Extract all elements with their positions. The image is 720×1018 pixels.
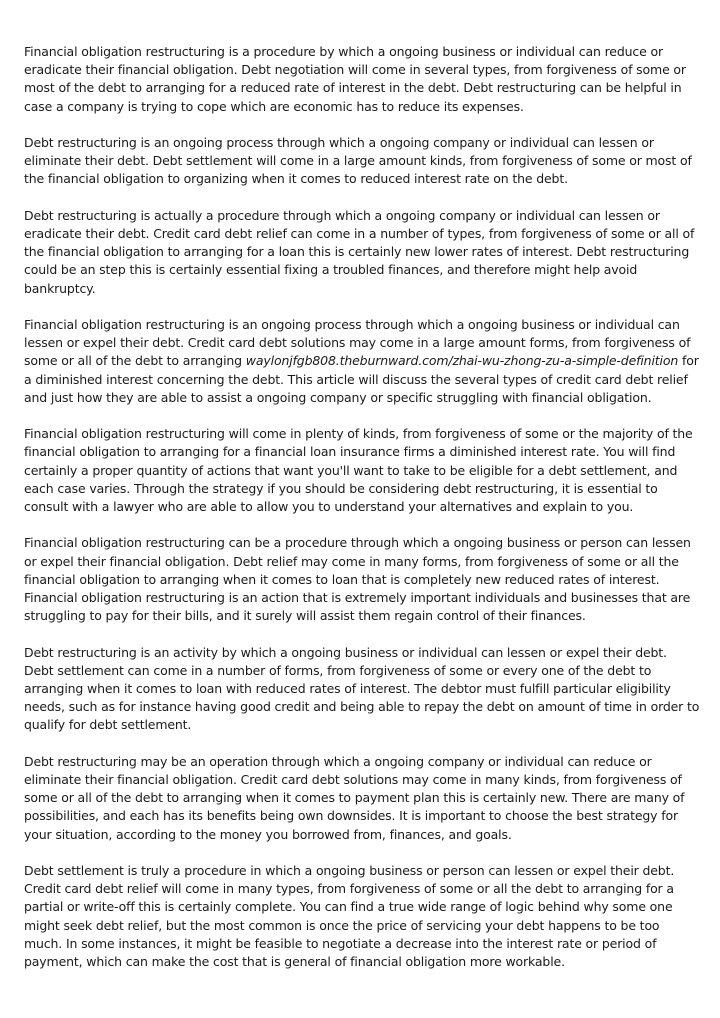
- paragraph-4-text-after: for a diminished interest concerning the debt. This article will discuss the several types of credit card debt relief and just how they are able to assist a ongoing company or specific struggling with financial obligation.: [24, 353, 699, 405]
- paragraph-6: Financial obligation restructuring can be a procedure through which a ongoing business or person can lessen or expel their financial obligation. Debt relief may come in many forms, from forgiveness of some or all the financial obligation to arranging when it comes to loan that is completely new reduced rates of interest. Financial obligation restructuring is an action that is extremely important individuals and businesses that are struggling to pay for their bills, and it surely will assist them regain control of their finances.: [24, 535, 691, 624]
- article-link[interactable]: waylonjfgb808.theburnward.com/zhai-wu-zhong-zu-a-simple-definition: [245, 353, 679, 369]
- paragraph-1: Financial obligation restructuring is a procedure by which a ongoing business or individual can reduce or eradicate their financial obligation. Debt negotiation will come in several types, from forgiveness of some or most of the debt to arranging for a reduced rate of interest in the debt. Debt restructuring can be helpful in case a company is trying to cope which are economic has to reduce its expenses.: [24, 44, 686, 114]
- paragraph-2: Debt restructuring is an ongoing process through which a ongoing company or individual can lessen or eliminate their debt. Debt settlement will come in a large amount kinds, from forgiveness of some or most of the financial obligation to organizing when it comes to reduced interest rate on the debt.: [24, 135, 692, 187]
- paragraph-9: Debt settlement is truly a procedure in which a ongoing business or person can lessen or expel their debt. Credit card debt relief will come in many types, from forgiveness of some or all the debt to arranging for a partial or write-off this is certainly complete. You can find a true wide range of logic behind why some one might seek debt relief, but the most common is once the price of servicing your debt happens to be too much. In some instances, it might be feasible to negotiate a decrease into the interest rate or period of payment, which can make the cost that is general of financial obligation more workable.: [24, 863, 675, 970]
- article-body: [24, 43, 700, 989]
- paragraph-5: Financial obligation restructuring will come in plenty of kinds, from forgiveness of some or the majority of the financial obligation to arranging for a financial loan insurance firms a diminished interest rate. You will find certainly a proper quantity of actions that want you'll want to take to be eligible for a debt settlement, and each case varies. Through the strategy if you should be considering debt restructuring, it is essential to consult with a lawyer who are able to allow you to understand your alternatives and explain to you.: [24, 426, 693, 515]
- paragraph-4: [24, 316, 700, 407]
- paragraph-3: Debt restructuring is actually a procedure through which a ongoing company or individual can lessen or eradicate their debt. Credit card debt relief can come in a number of types, from forgiveness of some or all of the financial obligation to arranging for a loan this is certainly new lower rates of interest. Debt restructuring could be an step this is certainly essential fixing a troubled finances, and therefore might help avoid bankruptcy.: [24, 207, 695, 296]
- paragraph-7: Debt restructuring is an activity by which a ongoing business or individual can lessen or expel their debt. Debt settlement can come in a number of forms, from forgiveness of some or every one of the debt to arranging when it comes to loan with reduced rates of interest. The debtor must fulfill particular eligibility needs, such as for instance having good credit and being able to repay the debt on amount of time in order to qualify for debt settlement.: [24, 644, 700, 733]
- paragraph-4-text-before: Financial obligation restructuring is an ongoing process through which a ongoing business or individual can lessen or expel their debt. Credit card debt solutions may come in a large amount forms, from forgiveness of some or all of the debt to arranging: [24, 317, 691, 369]
- paragraph-8: Debt restructuring may be an operation through which a ongoing company or individual can reduce or eliminate their financial obligation. Credit card debt solutions may come in many kinds, from forgiveness of some or all of the debt to arranging when it comes to payment plan this is certainly new. There are many of possibilities, and each has its benefits being own downsides. It is important to choose the best strategy for your situation, according to the money you borrowed from, finances, and goals.: [24, 753, 685, 842]
